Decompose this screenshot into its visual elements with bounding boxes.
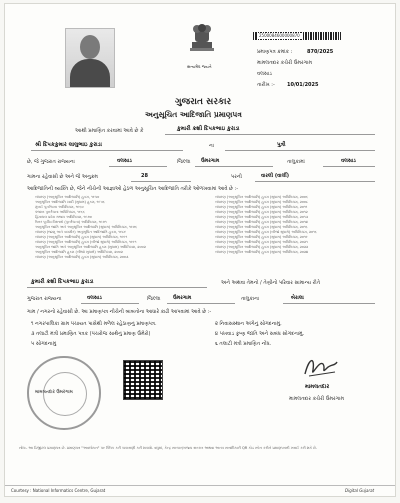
order-item: બંધારણ (અનુસૂચિત આદિજાતિ) હુકમ (સુધારા) અધિનિયમ, ૨૦૦૬ [215,195,309,199]
order-item: બંધારણ (અનુસૂચિત આદિજાતિ) હુકમ (સુધારા) અધિનિયમ, ૨૦૦૮ [215,200,308,204]
residence-taluka-value: ઉમરગામ [173,295,192,301]
basis-item: ૬ તલાટી મંત્રી પ્રમાણિત નોંધ. [215,341,272,347]
note-line: ગામ / નગરનો રહેવાસી છે. આ પ્રમાણપત્ર નીચેની બાબતોના આધારે કાઢી આપવામાં આવે છે :- [27,309,212,315]
certificate-number-label: પ્રમાણપત્ર ક્રમાંક : [257,49,293,55]
location-prefix: છે, જે ગુજરાત રાજ્યના [27,159,75,165]
footer-brand: Digital Gujarat [345,488,375,493]
order-item: બંધારણ (અનુસૂચિત આદિજાતિ) હુકમ (સુધારા) અધિનિયમ, ૨૦૨૨ [215,245,309,249]
signature-title: મામલતદાર [305,384,330,390]
residence-state: ગુજરાત રાજ્યના [27,296,62,302]
order-item: બંધારણ (અનુસૂચિત આદિજાતિ) હુકમ (સુધારા) અધિનિયમ, ૧૯૯૧ [35,235,128,239]
footnote: નોંધ:- આ ડિજીટલ પ્રમાણપત્ર છે. પ્રમાણપત્ર "અવલોકન" પર ક્લિક કરી ચકાસણી કરી શકાશે. વધુમાં, કેન્દ્ર સરકાર/રાજ્ય સરકાર અથવા અન્ય સત્તાધિકારી QR કોડ સ્કેન કરીને પ્રમાણપત્રની ખરાઈ કરી શકે છે. [19,446,318,450]
residence-district-label: જિલ્લા [147,296,161,302]
order-item: બંધારણ (અનુસૂચિત આદિજાતિ) હુકમ (સુધારા) અધિનિયમ, ૨૦૧૬ [215,225,308,229]
qr-code [123,360,163,400]
resident-suffix: અને અથવા તેમનો / તેણીનો પરિવાર સામાન્ય રીતે [221,280,321,286]
certificate-number: 870/2025 [307,49,334,55]
basis-item: ૧ નગરપાલિકા ગ્રામ પંચાયત પાસેથી મળેલ રહેઠાણનું પ્રમાણપત્ર. [31,321,157,327]
applicant-name: કુમારી ક્રશી દિપકભાઇ કુરાડા [177,126,240,132]
certificate-subtitle: અનુસૂચિત આદિજાતિ પ્રમાણપત્ર [145,110,242,119]
page-title: ગુજરાત સરકાર [175,97,232,107]
order-item: બંધારણ (અનુસૂચિત આદિજાતિ) હુકમ (સુધારા) અધિનિયમ, ૨૦૧૯ [215,235,308,239]
issue-date: 10/01/2025 [287,82,319,88]
order-item: અનુસૂચિત આદિજાતિ હુકમ (બીજો સુધારો) અધિનિયમ, ૨૦૦૨ [35,250,123,254]
taluka-label: તાલુકામાં [287,159,305,165]
order-item: અનુસૂચિત જાતિ અને અનુસૂચિત આદિજાતિ હુકમ (સુધારા) અધિનિયમ, ૨૦૦૨ [35,245,146,249]
resident-name: કુમારી ક્રશી દિપકભાઇ કુરાડા [31,279,94,285]
order-item: હિમાચલ પ્રદેશ રાજ્ય અધિનિયમ, ૧૯૭૦ [35,215,92,219]
issuing-place: વલસાડ [257,71,272,77]
stamp-text: મામલતદાર ઉમરગામ [35,390,73,395]
order-item: અનુસૂચિત જાતિ અને અનુસૂચિત આદિજાતિ (સુધારા) અધિનિયમ, ૧૯૭૬ [35,225,138,229]
signature-office: મામલતદાર કચેરી ઉમરગામ [289,396,345,402]
order-item: મુંબઈ પુનર્રચના અધિનિયમ, ૧૯૬૦ [35,205,84,209]
serial-prefix: ગામના રહેવાસી છે અને જે અનુક્રમ [27,174,98,180]
relation: પુત્રી [277,142,286,148]
order-item: બંધારણ (અનુસૂચિત આદિજાતિ) હુકમ (સુધારા) અધિનિયમ, ૨૦૧૩ [215,215,308,219]
residence-taluka-label: તાલુકાના [241,296,260,302]
order-item: અનુસૂચિત આદિજાતિ યાદી (સુધારા) હુકમ, ૧૯૫૬ [35,200,105,204]
order-item: બંધારણ (અનુસૂચિત આદિજાતિ) હુકમ (સુધારા) અધિનિયમ, ૨૦૧૧ [215,205,308,209]
certificate-page [4,3,396,497]
village-value: વલસાડ [341,158,356,164]
father-name: શ્રી દિપકકુમાર લાલુભાઇ કુરાડા [35,142,102,148]
order-item: બંધારણ (અનુસૂચિત આદિજાતિ) હુકમ (સુધારા) અધિનિયમ, ૨૦૨૧ [215,240,308,244]
applicant-photo [65,28,115,88]
serial-middle: પરની [231,174,242,180]
district-value: વલસાડ [117,158,132,164]
order-item: બંધારણ (અનુસૂચિત આદિજાતિ) હુકમ (સુધારા) અધિનિયમ, ૨૦૧૪ [215,220,308,224]
taluka-value: ઉમરગામ [201,158,220,164]
residence-village: બેરાલા [291,295,304,301]
order-item: બંધારણ (અનુસૂચિત આદિજાતિ) હુકમ, ૧૯૫૦ [35,195,100,199]
office-stamp [27,356,101,430]
order-item: બંધારણ (અનુસૂચિત આદિજાતિ) હુકમ (સુધારા) અધિનિયમ, ૨૦૧૨ [215,210,308,214]
signature [301,354,341,380]
national-emblem-icon [185,22,219,62]
order-item: પંજાબ પુનર્રચના અધિનિયમ, ૧૯૬૬ [35,210,85,214]
district-label: જિલ્લા [177,159,191,165]
order-item: બંધારણ (અનુસૂચિત આદિજાતિ) હુકમ (સુધારા) અધિનિયમ, ૨૦૨૪ [215,250,309,254]
footer-courtesy: Courtesy : National Informatics Centre, Gujarat [11,488,106,493]
basis-item: ૫ સોગંદનામું [31,341,57,347]
residence-district-value: વલસાડ [87,295,102,301]
basis-item: ૨ નિવાસસ્થાન અંગેનું સોગંદનામું. [215,321,282,327]
tribe-name: વારલી (વાર્લી) [261,173,289,179]
order-item: બંધારણ (અનુસૂચિત આદિજાતિ) હુકમ (બીજો સુધારો) અધિનિયમ, ૧૯૯૧ [35,240,137,244]
emblem-caption: સત્યમેવ જયતે [187,64,212,69]
issuing-office: મામલતદાર કચેરી ઉમરગામ [257,60,313,66]
order-item: બંધારણ (જમ્મુ અને કાશ્મીર) અનુસૂચિત આદિજાતિ હુકમ, ૧૯૮૯ [35,230,127,234]
order-item: ઉત્તર પૂર્વીય વિસ્તારો (પુનર્રચના) અધિનિયમ, ૧૯૭૧ [35,220,107,224]
relation-word: ના [209,143,214,149]
order-item: બંધારણ (અનુસૂચિત આદિજાતિ) હુકમ (બીજો સુધારો) અધિનિયમ, ૨૦૧૬ [215,230,317,234]
order-item: બંધારણ (અનુસૂચિત આદિજાતિ) હુકમ (સુધારા) અધિનિયમ, ૨૦૦૩ [35,255,129,259]
barcode-number: 2500084600000870 [259,33,300,38]
description: આદિજાતિની વ્યક્તિ છે, જેને નીચેની આજ્ઞાઓ હેઠળ અનુસૂચિત આદિજાતિ તરીકે ઓળખવામાં આવે છે :- [27,186,239,192]
intro-text: આથી પ્રમાણિત કરવામાં આવે છે કે [75,128,144,134]
basis-item: ૩ તલાટી મંત્રી પ્રમાણિત પત્રક (પંચરોજ સાથેનું પ્રમાણ ઉમેરો) [31,331,151,337]
serial-number: 28 [141,173,148,179]
page-footer [5,485,395,496]
date-label: તારીખ :- [257,82,275,88]
basis-item: ૪ પખવાડ કૃષ્ણ જાતિ અને સબંધ સોગંદનામું. [215,331,305,337]
